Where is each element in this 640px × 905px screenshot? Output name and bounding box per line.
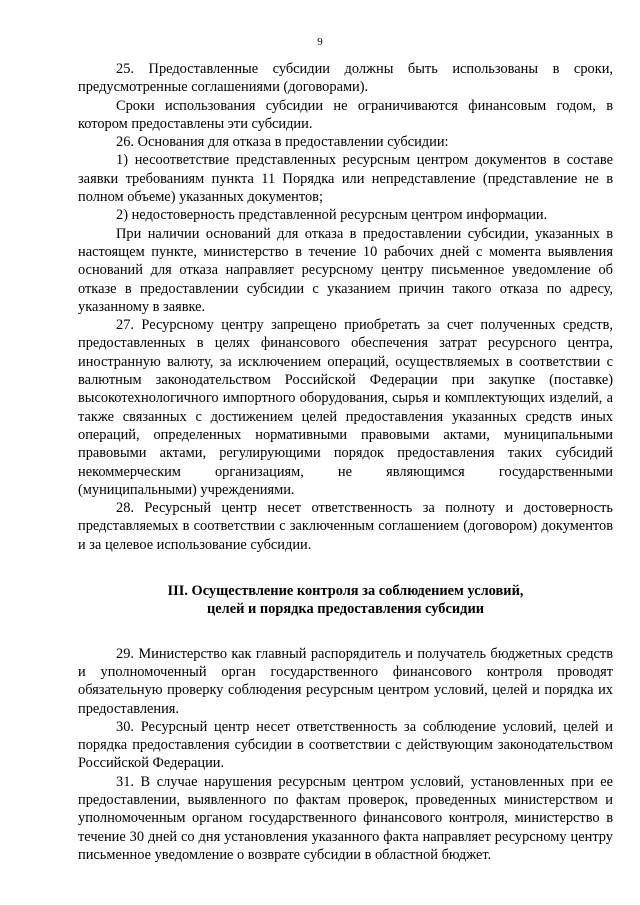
paragraph-31: 31. В случае нарушения ресурсным центром условий, установленных при ее предоставлении, выявленного по фактам проверок, проведенных министерством и уполномоченным органом государственного финансового контроля, министерство в течение 30 дней со дня установления указанного факта направляет ресурсному центру письменное уведомление о возврате субсидии в областной бюджет.: [78, 773, 613, 863]
section-heading-iii: [78, 582, 613, 619]
paragraph-25-terms: Сроки использования субсидии не ограничиваются финансовым годом, в котором предоставлены эти субсидии.: [78, 97, 613, 132]
page-number: 9: [317, 36, 323, 48]
paragraph-26-item-1: 1) несоответствие представленных ресурсным центром документов в составе заявки требованиям пункта 11 Порядка или непредставление (представление не в полном объеме) указанных документов;: [78, 152, 613, 206]
section-heading-line-2: целей и порядка предоставления субсидии: [206, 601, 485, 618]
paragraph-28: 28. Ресурсный центр несет ответственность за полноту и достоверность представляемых в соответствии с заключенным соглашением (договором) документов и за целевое использование субсидии.: [78, 500, 613, 553]
paragraph-27: 27. Ресурсному центру запрещено приобретать за счет полученных средств, предоставленных в целях финансового обеспечения затрат ресурсного центра, иностранную валюту, за исключением операций, осуществляемых в соответствии с валютным законодательством Российской Федерации при закупке (поставке) высокотехнологичного импортного оборудования, сырья и комплектующих изделий, а также связанных с достижением целей предоставления указанных средств иных операций, определенных нормативными правовыми актами, муниципальными правовыми актами, регулирующими порядок предоставления таких субсидий некоммерческим организациям, не являющимся государственными (муниципальными) учреждениями.: [78, 317, 613, 498]
document-body: [78, 60, 613, 864]
paragraph-26-item-2: 2) недостоверность представленной ресурсным центром информации.: [116, 207, 548, 224]
section-heading-line-1: III. Осуществление контроля за соблюдением условий,: [167, 583, 524, 600]
paragraph-30: 30. Ресурсный центр несет ответственность за соблюдение условий, целей и порядка предоставления субсидии в соответствии с действующим законодательством Российской Федерации.: [78, 718, 613, 772]
paragraph-25: 25. Предоставленные субсидии должны быть использованы в сроки, предусмотренные соглашениями (договорами).: [78, 61, 613, 96]
paragraph-26: 26. Основания для отказа в предоставлении субсидии:: [116, 134, 449, 151]
paragraph-26-notice: При наличии оснований для отказа в предоставлении субсидии, указанных в настоящем пункте, министерство в течение 10 рабочих дней с момента выявления оснований для отказа направляет ресурсному центру письменное уведомление об отказе в предоставлении субсидии с указанием причин такого отказа по адресу, указанному в заявке.: [78, 225, 613, 315]
paragraph-29: 29. Министерство как главный распорядитель и получатель бюджетных средств и уполномоченный орган государственного финансового контроля проводят обязательную проверку соблюдения ресурсным центром условий, целей и порядка их предоставления.: [78, 645, 613, 717]
